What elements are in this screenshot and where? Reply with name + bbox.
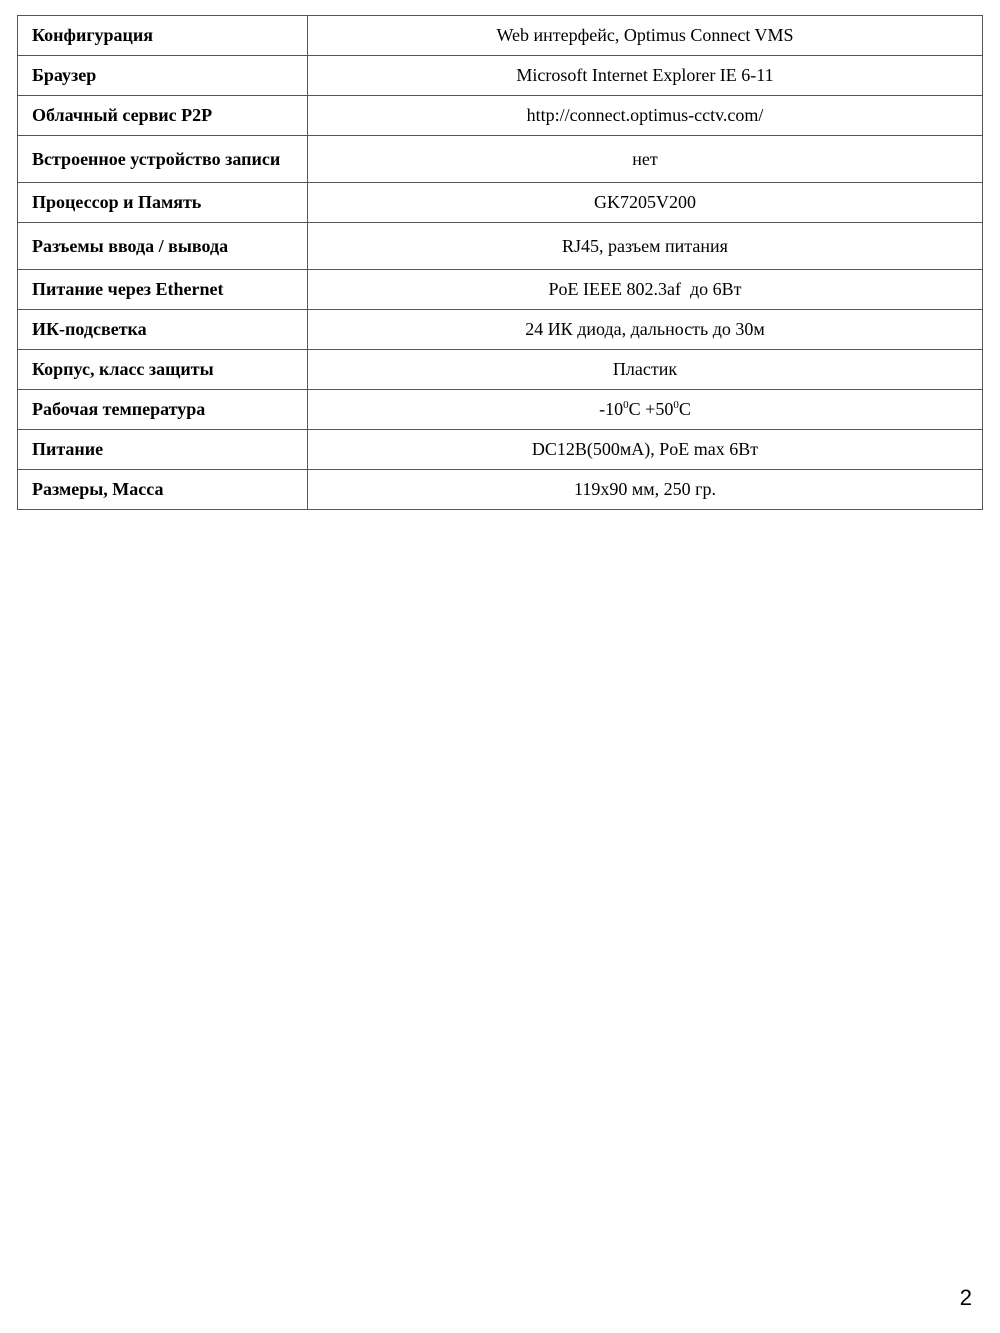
temp-unit: C [678, 399, 691, 419]
value-cell: Microsoft Internet Explorer IE 6-11 [308, 56, 983, 96]
param-cell: Разъемы ввода / вывода [18, 223, 308, 270]
degree-superscript: 0 [623, 399, 629, 411]
specifications-table [17, 15, 983, 510]
temp-max: C +50 [628, 399, 674, 419]
value-cell: DC12В(500мА), PoE max 6Вт [308, 430, 983, 470]
param-cell: Браузер [18, 56, 308, 96]
table-row [18, 56, 983, 96]
table-row [18, 96, 983, 136]
param-cell: Рабочая температура [18, 390, 308, 430]
temp-min: -10 [599, 399, 624, 419]
value-cell: Пластик [308, 350, 983, 390]
param-cell: Размеры, Масса [18, 470, 308, 510]
value-cell: RJ45, разъем питания [308, 223, 983, 270]
param-cell: Встроенное устройство записи [18, 136, 308, 183]
value-cell: http://connect.optimus-cctv.com/ [308, 96, 983, 136]
value-cell: GK7205V200 [308, 183, 983, 223]
param-cell: Процессор и Память [18, 183, 308, 223]
value-cell: Web интерфейс, Optimus Connect VMS [308, 16, 983, 56]
operating-temperature-value [308, 390, 983, 430]
table-row [18, 183, 983, 223]
table-row [18, 270, 983, 310]
table-row [18, 390, 983, 430]
degree-superscript: 0 [673, 399, 679, 411]
table-row [18, 470, 983, 510]
param-cell: Облачный сервис P2P [18, 96, 308, 136]
param-cell: ИК-подсветка [18, 310, 308, 350]
table-row [18, 16, 983, 56]
table-row [18, 223, 983, 270]
value-cell: 119x90 мм, 250 гр. [308, 470, 983, 510]
table-row [18, 430, 983, 470]
value-cell: PoE IEEE 802.3af до 6Вт [308, 270, 983, 310]
page-number: 2 [959, 1285, 972, 1310]
table-row [18, 310, 983, 350]
table-row [18, 136, 983, 183]
table-row [18, 350, 983, 390]
param-cell: Питание [18, 430, 308, 470]
param-cell: Корпус, класс защиты [18, 350, 308, 390]
value-cell: нет [308, 136, 983, 183]
param-cell: Конфигурация [18, 16, 308, 56]
param-cell: Питание через Ethernet [18, 270, 308, 310]
value-cell: 24 ИК диода, дальность до 30м [308, 310, 983, 350]
